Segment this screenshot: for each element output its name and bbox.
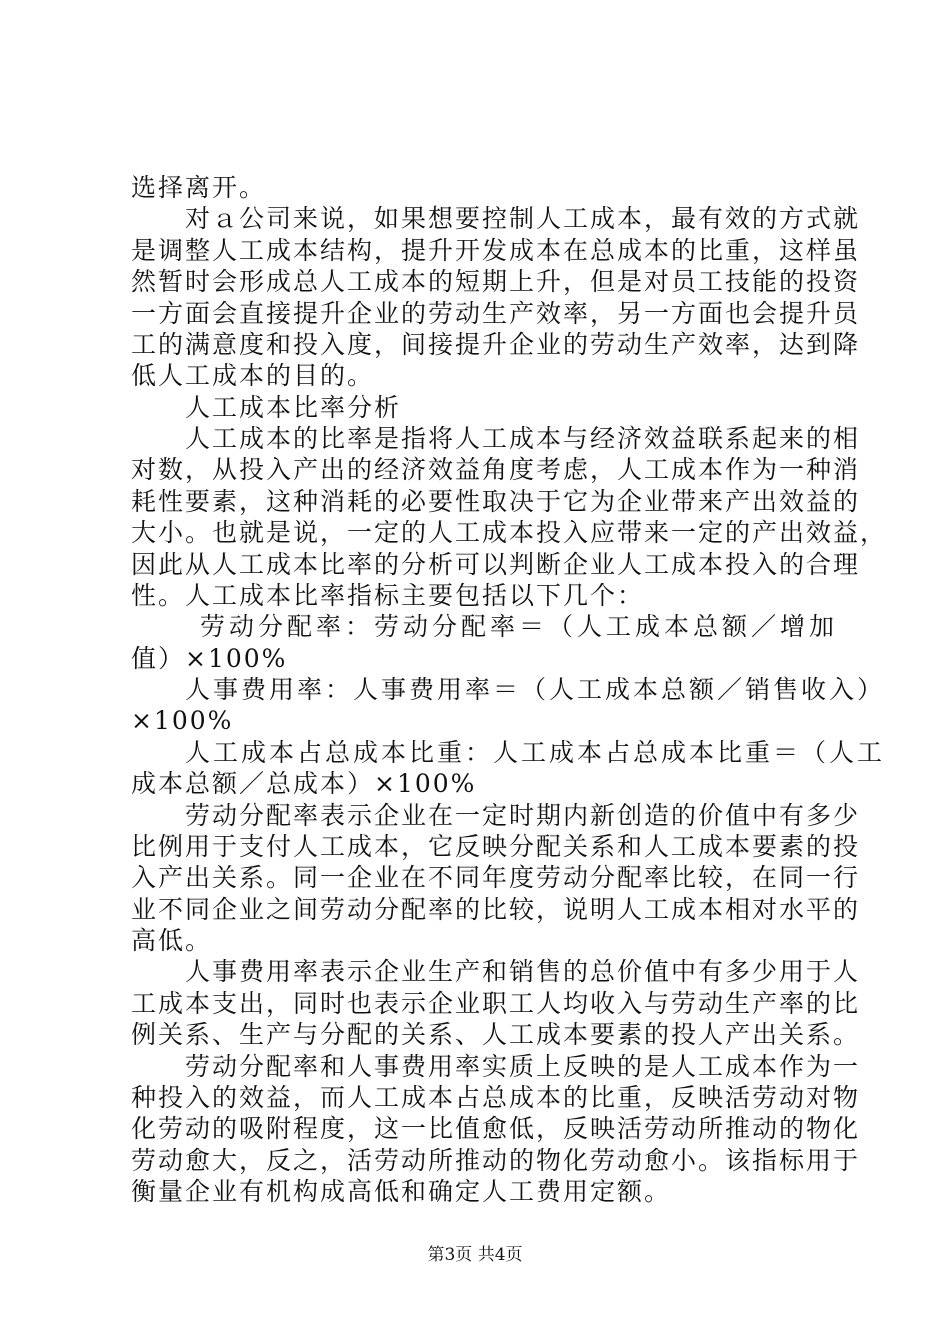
text-line: 大小。也就是说，一定的人工成本投入应带来一定的产出效益， — [131, 518, 888, 548]
text-line: 入产出关系。同一企业在不同年度劳动分配率比较，在同一行 — [131, 863, 861, 893]
formula-line: 人工成本占总成本比重：人工成本占总成本比重＝（人工 — [185, 737, 886, 767]
text-line: 业不同企业之间劳动分配率的比较，说明人工成本相对水平的 — [131, 894, 861, 924]
text-line: 工的满意度和投入度，间接提升企业的劳动生产效率，达到降 — [131, 329, 861, 359]
section-heading: 人工成本比率分析 — [185, 392, 402, 422]
text-line: 劳动分配率表示企业在一定时期内新创造的价值中有多少 — [185, 800, 861, 830]
text-line: 是调整人工成本结构，提升开发成本在总成本的比重，这样虽 — [131, 235, 861, 265]
formula-line: 人事费用率：人事费用率＝（人工成本总额／销售收入） — [185, 675, 886, 704]
text-line: 例关系、生产与分配的关系、人工成本要素的投人产出关系。 — [131, 1020, 861, 1050]
text-line: 低人工成本的目的。 — [131, 361, 375, 391]
text-line: 选择离开。 — [131, 173, 267, 202]
text-line: 工成本支出，同时也表示企业职工人均收入与劳动生产率的比 — [131, 988, 861, 1018]
formula-line: ×100% — [131, 706, 234, 736]
page-footer: 第3页 共4页 — [427, 1245, 523, 1265]
text-line: 比例用于支付人工成本，它反映分配关系和人工成本要素的投 — [131, 831, 861, 861]
text-line: 劳动愈大，反之，活劳动所推动的物化劳动愈小。该指标用于 — [131, 1145, 861, 1175]
text-line: 然暂时会形成总人工成本的短期上升，但是对员工技能的投资 — [131, 267, 861, 297]
text-line: 人工成本的比率是指将人工成本与经济效益联系起来的相 — [185, 424, 861, 453]
text-line: 种投入的效益，而人工成本占总成本的比重，反映活劳动对物 — [131, 1082, 861, 1112]
formula-line: 成本总额／总成本）×100% — [131, 769, 477, 799]
text-line: 对ａ公司来说，如果想要控制人工成本，最有效的方式就 — [185, 204, 861, 234]
text-line: 人事费用率表示企业生产和销售的总价值中有多少用于人 — [185, 957, 861, 987]
formula-line: 值）×100% — [131, 643, 288, 673]
text-line: 衡量企业有机构成高低和确定人工费用定额。 — [131, 1177, 672, 1206]
text-line: 因此从人工成本比率的分析可以判断企业人工成本投入的合理 — [131, 549, 861, 579]
text-line: 化劳动的吸附程度，这一比值愈低，反映活劳动所推动的物化 — [131, 1114, 861, 1144]
text-line: 性。人工成本比率指标主要包括以下几个： — [131, 580, 645, 610]
text-line: 一方面会直接提升企业的劳动生产效率，另一方面也会提升员 — [131, 298, 861, 328]
text-line: 劳动分配率和人事费用率实质上反映的是人工成本作为一 — [185, 1051, 861, 1081]
formula-line: 劳动分配率：劳动分配率＝（人工成本总额／增加 — [200, 612, 839, 642]
text-line: 高低。 — [131, 926, 213, 955]
text-line: 耗性要素，这种消耗的必要性取决于它为企业带来产出效益的 — [131, 486, 861, 516]
text-line: 对数，从投入产出的经济效益角度考虑，人工成本作为一种消 — [131, 455, 861, 485]
